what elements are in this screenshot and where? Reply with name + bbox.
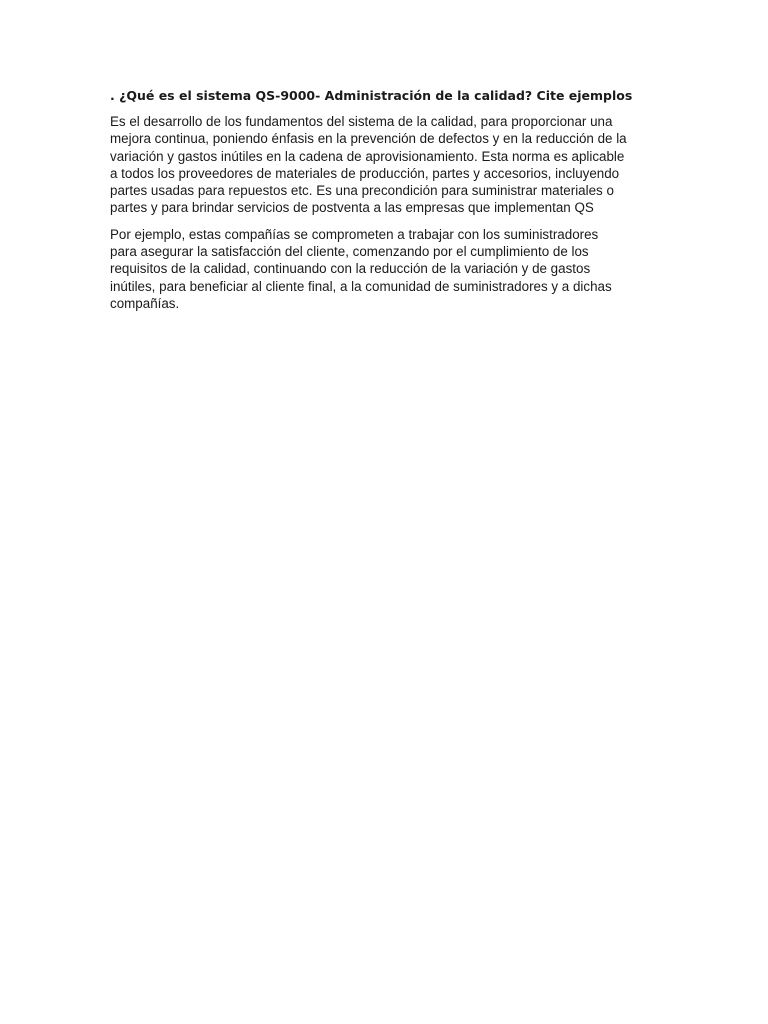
text-line: inútiles, para beneficiar al cliente final, a la comunidad de suministradores y a dichas	[110, 278, 612, 294]
text-line: mejora continua, poniendo énfasis en la prevención de defectos y en la reducción de la	[110, 131, 627, 147]
text-line: Por ejemplo, estas compañías se comprometen a trabajar con los suministradores	[110, 226, 599, 242]
question-heading: . ¿Qué es el sistema QS-9000- Administración de la calidad? Cite ejemplos	[110, 88, 633, 103]
text-line: requisitos de la calidad, continuando con la reducción de la variación y de gastos	[110, 261, 591, 277]
example-paragraph-2	[110, 226, 670, 312]
text-line: partes usadas para repuestos etc. Es una precondición para suministrar materiales o	[110, 183, 614, 199]
text-line: para asegurar la satisfacción del cliente, comenzando por el cumplimiento de los	[110, 244, 589, 260]
text-line: a todos los proveedores de materiales de producción, partes y accesorios, incluyendo	[110, 165, 620, 181]
text-line: compañías.	[110, 295, 180, 311]
answer-paragraph-1	[110, 113, 670, 217]
document-body	[110, 87, 670, 321]
text-line: variación y gastos inútiles en la cadena de aprovisionamiento. Esta norma es aplicable	[110, 148, 625, 164]
text-line: Es el desarrollo de los fundamentos del sistema de la calidad, para proporcionar una	[110, 114, 613, 129]
text-line: partes y para brindar servicios de postventa a las empresas que implementan QS	[110, 200, 594, 216]
